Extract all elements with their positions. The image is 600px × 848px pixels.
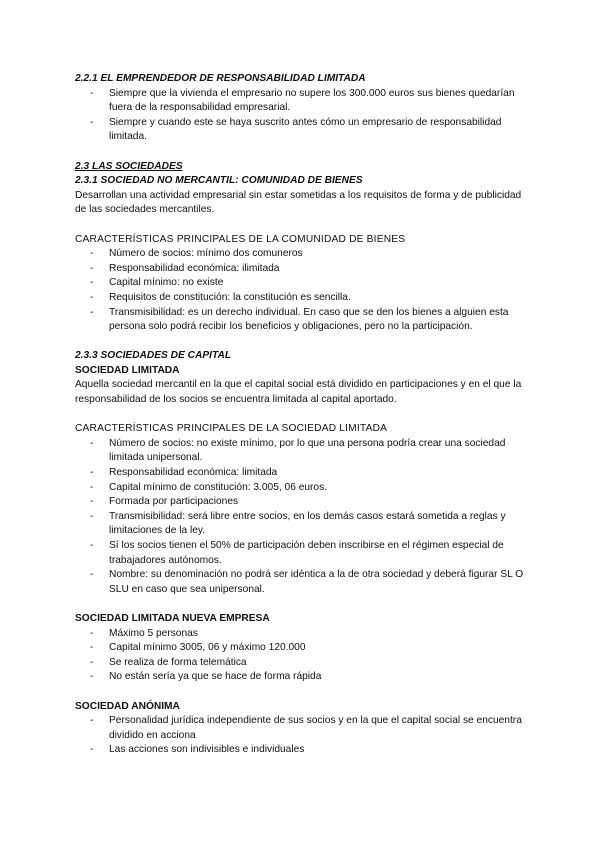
list-item: - No están sería ya que se hace de forma rápida [75, 670, 530, 685]
section-heading-2-3: 2.3 LAS SOCIEDADES [75, 160, 183, 172]
list-item: - Transmisibilidad: es un derecho individual. En caso que se den los bienes a alguien esta persona solo podrá recibir los beneficios y obligaciones, pero no la participación. [75, 306, 530, 335]
list-item: - Responsabilidad económica: limitada [75, 466, 530, 481]
list-item: - Nombre: su denominación no podrá ser idéntica a la de otra sociedad y deberá figurar SL O SLU en caso que sea unipersonal. [75, 568, 530, 597]
sociedad-limitada-title: SOCIEDAD LIMITADA [75, 364, 180, 376]
list-sa [75, 714, 530, 758]
list-item: - Sí los socios tienen el 50% de participación deben inscribirse en el régimen especial de trabajadores autónomos. [75, 539, 530, 568]
list-sl [75, 437, 530, 598]
slne-title: SOCIEDAD LIMITADA NUEVA EMPRESA [75, 612, 270, 624]
list-slne [75, 627, 530, 685]
list-item: - Capital mínimo 3005, 06 y máximo 120.000 [75, 641, 530, 656]
list-item: - Formada por participaciones [75, 495, 530, 510]
paragraph-sl-intro: Aquella sociedad mercantil en la que el capital social está dividido en participaciones y en el que la responsabilidad de los socios se encuentra limitada al capital aportado. [75, 379, 522, 406]
list-item: - Personalidad jurídica independiente de sus socios y en la que el capital social se encuentra dividido en acciona [75, 714, 530, 743]
list-item: - Se realiza de forma telemática [75, 656, 530, 671]
list-item: - Siempre y cuando este se haya suscrito antes cómo un empresario de responsabilidad limitada. [75, 116, 530, 145]
list-item: - Capital mínimo: no existe [75, 276, 530, 291]
list-item: - Número de socios: mínimo dos comuneros [75, 247, 530, 262]
list-item: - Siempre que la vivienda el empresario no supere los 300.000 euros sus bienes quedarían fuera de la responsabilidad empresarial. [75, 87, 530, 116]
list-item: - Máximo 5 personas [75, 627, 530, 642]
section-heading-2-2-1: 2.2.1 EL EMPRENDEDOR DE RESPONSABILIDAD LIMITADA [75, 73, 366, 84]
section-heading-2-3-1: 2.3.1 SOCIEDAD NO MERCANTIL: COMUNIDAD DE BIENES [75, 175, 363, 187]
caracteristicas-comunidad-title: CARACTERÍSTICAS PRINCIPALES DE LA COMUNIDAD DE BIENES [75, 233, 406, 245]
sociedad-anonima-title: SOCIEDAD ANÓNIMA [75, 700, 180, 712]
list-item: - Las acciones son indivisibles e individuales [75, 743, 530, 758]
list-item: - Capital mínimo de constitución: 3.005, 06 euros. [75, 481, 530, 496]
list-item: - Requisitos de constitución: la constitución es sencilla. [75, 291, 530, 306]
list-item: - Responsabilidad económica: ilimitada [75, 262, 530, 277]
list-item: - Transmisibilidad: será libre entre socios, en los demás casos estará sometida a reglas y limitaciones de la ley. [75, 510, 530, 539]
section-heading-2-3-3: 2.3.3 SOCIEDADES DE CAPITAL [75, 350, 232, 362]
caracteristicas-sl-title: CARACTERÍSTICAS PRINCIPALES DE LA SOCIEDAD LIMITADA [75, 423, 388, 435]
list-item: - Número de socios: no existe mínimo, por lo que una persona podría crear una sociedad limitada unipersonal. [75, 437, 530, 466]
list-comunidad [75, 247, 530, 335]
list-emprendedor [75, 87, 530, 145]
document-page [75, 72, 530, 758]
paragraph-comunidad-intro: Desarrollan una actividad empresarial sin estar sometidas a los requisitos de forma y de publicidad de las sociedades mercantiles. [75, 189, 522, 216]
